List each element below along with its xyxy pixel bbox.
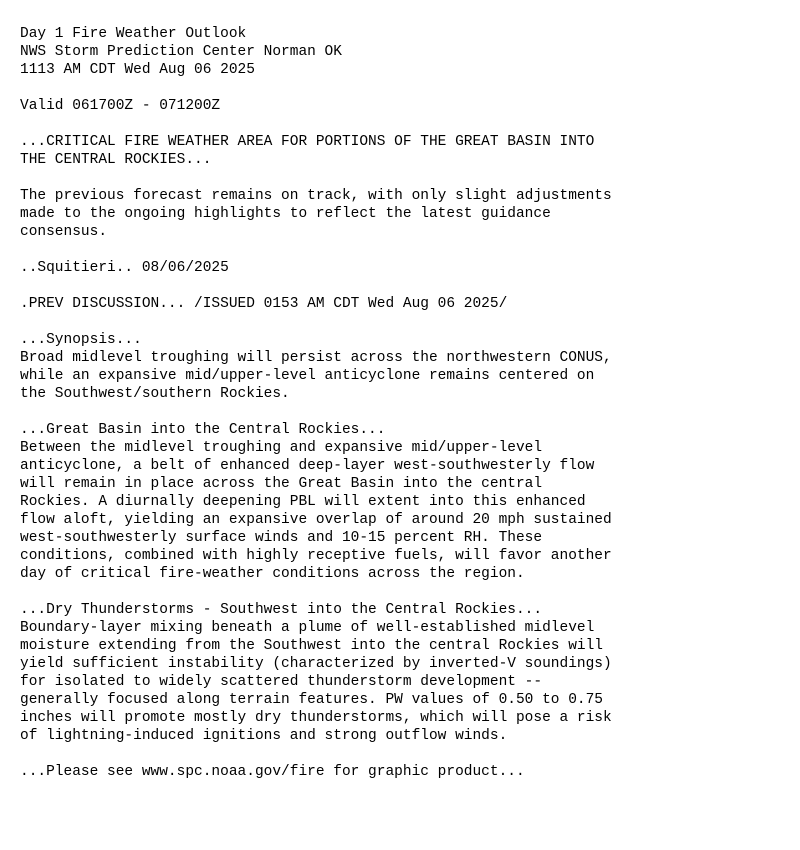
doc-line: ...Please see www.spc.noaa.gov/fire for graphic product... (20, 764, 525, 780)
doc-line: for isolated to widely scattered thunderstorm development -- (20, 674, 543, 690)
doc-line: ...Synopsis... (20, 332, 142, 348)
doc-line: Boundary-layer mixing beneath a plume of well-established midlevel (20, 620, 595, 636)
doc-line: Rockies. A diurnally deepening PBL will extent into this enhanced (20, 494, 586, 510)
doc-line: yield sufficient instability (characterized by inverted-V soundings) (20, 656, 612, 672)
doc-line: west-southwesterly surface winds and 10-15 percent RH. These (20, 530, 543, 546)
doc-line: NWS Storm Prediction Center Norman OK (20, 44, 342, 60)
doc-line (20, 313, 612, 331)
doc-line: generally focused along terrain features. PW values of 0.50 to 0.75 (20, 692, 603, 708)
fire-weather-outlook-text (20, 25, 612, 781)
doc-line: The previous forecast remains on track, with only slight adjustments (20, 188, 612, 204)
doc-line (20, 115, 612, 133)
doc-line: conditions, combined with highly receptive fuels, will favor another (20, 548, 612, 564)
doc-line: Valid 061700Z - 071200Z (20, 98, 221, 114)
doc-line: .PREV DISCUSSION... /ISSUED 0153 AM CDT Wed Aug 06 2025/ (20, 296, 508, 312)
doc-line: ..Squitieri.. 08/06/2025 (20, 260, 229, 276)
doc-line: consensus. (20, 224, 108, 240)
doc-line (20, 583, 612, 601)
doc-line: of lightning-induced ignitions and strong outflow winds. (20, 728, 508, 744)
doc-line (20, 169, 612, 187)
doc-line: Broad midlevel troughing will persist across the northwestern CONUS, (20, 350, 612, 366)
doc-line: the Southwest/southern Rockies. (20, 386, 290, 402)
doc-line: THE CENTRAL ROCKIES... (20, 152, 212, 168)
doc-line: moisture extending from the Southwest into the central Rockies will (20, 638, 603, 654)
doc-line: day of critical fire-weather conditions across the region. (20, 566, 525, 582)
doc-line: flow aloft, yielding an expansive overlap of around 20 mph sustained (20, 512, 612, 528)
doc-line: ...CRITICAL FIRE WEATHER AREA FOR PORTIONS OF THE GREAT BASIN INTO (20, 134, 595, 150)
doc-line: anticyclone, a belt of enhanced deep-layer west-southwesterly flow (20, 458, 595, 474)
doc-line (20, 745, 612, 763)
doc-line: ...Dry Thunderstorms - Southwest into the Central Rockies... (20, 602, 543, 618)
doc-line: while an expansive mid/upper-level anticyclone remains centered on (20, 368, 595, 384)
doc-line (20, 241, 612, 259)
doc-line: Between the midlevel troughing and expansive mid/upper-level (20, 440, 543, 456)
doc-line (20, 403, 612, 421)
doc-line: made to the ongoing highlights to reflect the latest guidance (20, 206, 551, 222)
doc-line (20, 79, 612, 97)
doc-line: inches will promote mostly dry thunderstorms, which will pose a risk (20, 710, 612, 726)
doc-line: ...Great Basin into the Central Rockies... (20, 422, 386, 438)
doc-line: will remain in place across the Great Basin into the central (20, 476, 543, 492)
doc-line: 1113 AM CDT Wed Aug 06 2025 (20, 62, 255, 78)
doc-line: Day 1 Fire Weather Outlook (20, 26, 247, 42)
doc-line (20, 277, 612, 295)
